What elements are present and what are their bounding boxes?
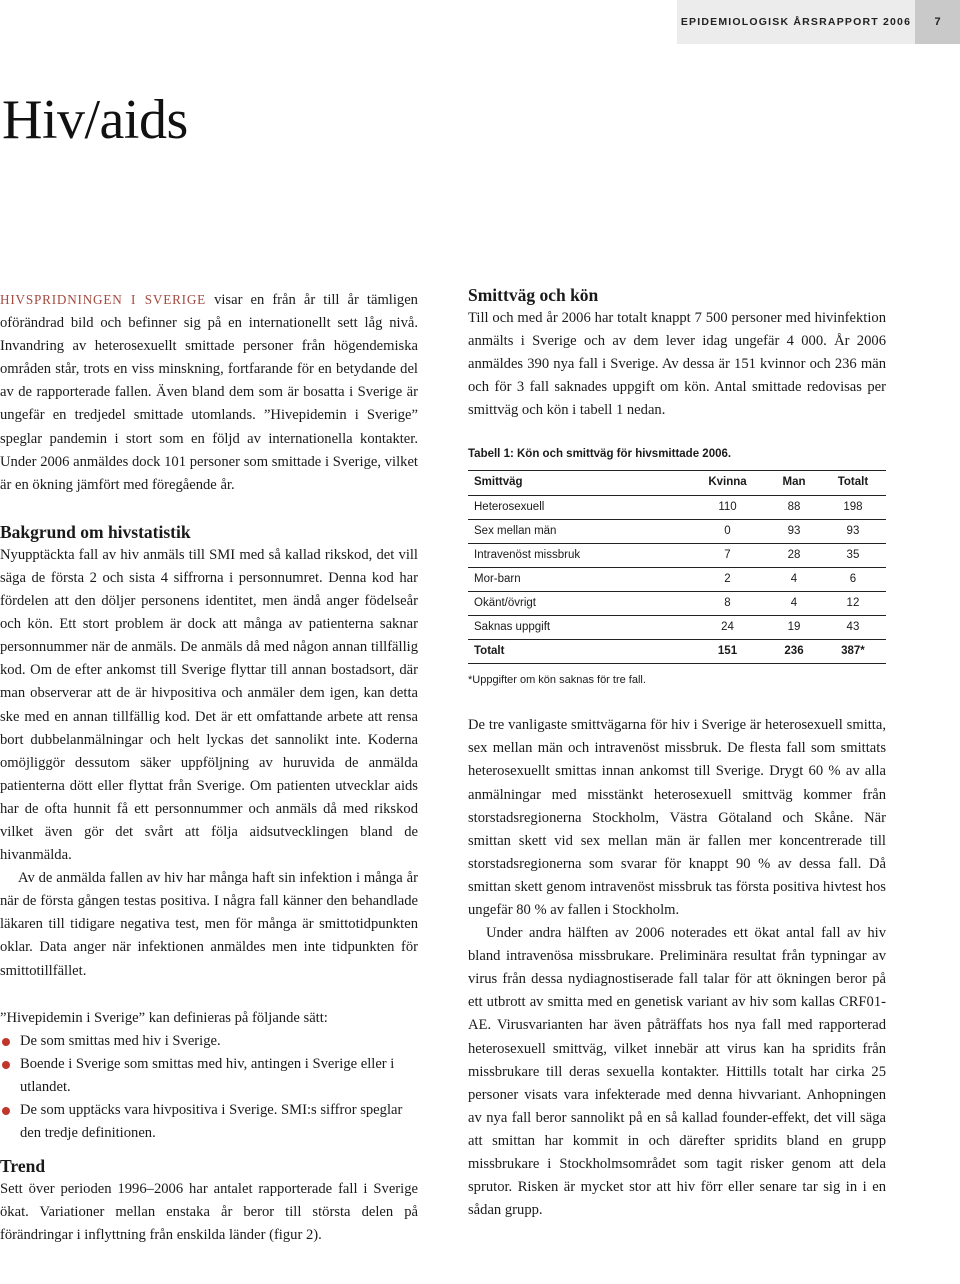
table-cell: 93	[820, 519, 886, 543]
left-column	[0, 288, 418, 1247]
intro-paragraph	[0, 288, 418, 497]
list-item: De som smittas med hiv i Sverige.	[0, 1030, 418, 1053]
table-cell: 88	[768, 495, 820, 519]
definition-list	[0, 1030, 418, 1145]
table-row	[468, 616, 886, 640]
column-header: Man	[768, 471, 820, 495]
table-cell: 198	[820, 495, 886, 519]
page-title: Hiv/aids	[2, 89, 188, 151]
table-cell: 12	[820, 591, 886, 615]
table-row	[468, 591, 886, 615]
bakgrund-paragraph-2: Av de anmälda fallen av hiv har många haft sin infektion i många år när de första gången testas positiva. I några fall känner den behandlade läkaren till tidigare negativa test, men för många är smittotidpunkten oklar. Data anger när infektionen anmäldes men inte tidpunkten för smittotillfället.	[0, 870, 418, 979]
crf01-paragraph: Under andra hälften av 2006 noterades ett ökat antal fall av hiv bland intravenösa missbrukare. Preliminära resultat från typningar av virus från dessa nydiagnostiserade fall talar för att ökningen beror på ett utbrott av smitta med en genetisk variant av hiv som kallas CRF01-AE. Virusvarianten har även påträffats hos nya fall med rapporterad heterosexuell smittväg, vilket innebär att virus kan ha spridits från missbrukare till deras sexuella kontakter. Hittills totalt har cirka 25 personer visats vara infekterade med denna hivvariant. Anhopningen av nya fall beror sannolikt på en så kallad founder-effekt, det vill säga att smittan har kommit in och därefter spridits bland en grupp missbrukare i Stockholmsområdet som tagit risker genom att dela sprutor. Risken är mycket stor att hiv förr eller senare tar sig in i en sådan grupp.	[468, 925, 886, 1219]
table-cell: Sex mellan män	[468, 519, 687, 543]
running-header	[677, 0, 960, 44]
table-cell: 110	[687, 495, 768, 519]
bullet-dot-icon	[2, 1038, 10, 1046]
table-row	[468, 519, 886, 543]
table-total-row	[468, 640, 886, 664]
table-cell: Totalt	[468, 640, 687, 664]
bullet-dot-icon	[2, 1061, 10, 1069]
table-header-row	[468, 471, 886, 495]
smittvagar-paragraph: De tre vanligaste smittvägarna för hiv i Sverige är heterosexuell smitta, sex mellan män och intravenöst missbruk. De flesta fall som smittats heterosexuellt smittas innan ankomst till Sverige. Drygt 60 % av alla anmälningar med misstänkt heterosexuell smittväg kommer från storstadsregionerna Stockholm, Västra Götaland och Skåne. När smittan skett vid sex mellan män är fallen mer koncentrerade till storstadsregionerna som svarar för knappt 90 % av dessa fall. Då smittan skett genom intravenöst missbruk tas första positiva hivtest hos ungefär 80 % av fallen i Stockholm.	[468, 717, 886, 918]
intro-lead: HIVSPRIDNINGEN I SVERIGE	[0, 292, 207, 307]
table-cell: 93	[768, 519, 820, 543]
page-number: 7	[915, 0, 960, 44]
table-cell: Okänt/övrigt	[468, 591, 687, 615]
trend-heading: Trend	[0, 1156, 46, 1177]
table-cell: 35	[820, 543, 886, 567]
smittvag-paragraph: Till och med år 2006 har totalt knappt 7 500 personer med hivinfektion anmälts i Sverige och av dem lever idag ungefär 4 000. År 2006 anmäldes 390 nya fall i Sverige. Av dessa är 151 kvinnor och 236 män och för 3 fall saknades uppgift om kön. Antal smittade redovisas per smittväg och kön i tabell 1 nedan.	[468, 310, 886, 419]
table-cell: 236	[768, 640, 820, 664]
smittvag-table	[468, 470, 886, 664]
table-row	[468, 543, 886, 567]
right-column	[468, 284, 886, 1222]
list-item: De som upptäcks vara hivpositiva i Sverige. SMI:s siffror speglar den tredje definitionen.	[0, 1099, 418, 1145]
list-item: Boende i Sverige som smittas med hiv, antingen i Sverige eller i utlandet.	[0, 1053, 418, 1099]
table-cell: Mor-barn	[468, 567, 687, 591]
intro-text: visar en från år till år tämligen oförändrad bild och befinner sig på en internationellt sett låg nivå. Invandring av heterosexuellt smittade personer från högendemiska områden står, trots en viss minskning, fortfarande för en betydande del av de rapporterade fallen. Även bland dem som är bosatta i Sverige är ungefär en tredjedel smittade utomlands. ”Hivepidemin i Sverige” speglar pandemin i stort som en följd av internationella kontakter. Under 2006 anmäldes dock 101 personer som smittade i Sverige, vilket är en ökning jämfört med föregående år.	[0, 292, 418, 493]
trend-paragraph: Sett över perioden 1996–2006 har antalet rapporterade fall i Sverige ökat. Variationer mellan enstaka år beror till största delen på förändringar i inflyttning från enskilda länder (figur 2).	[0, 1181, 418, 1244]
table-row	[468, 495, 886, 519]
table-cell: Saknas uppgift	[468, 616, 687, 640]
definition-intro: ”Hivepidemin i Sverige” kan definieras på följande sätt:	[0, 1009, 328, 1026]
report-title: EPIDEMIOLOGISK ÅRSRAPPORT 2006	[677, 0, 915, 44]
table-row	[468, 567, 886, 591]
table-cell: 0	[687, 519, 768, 543]
table-cell: 7	[687, 543, 768, 567]
table-cell: 28	[768, 543, 820, 567]
column-header: Smittväg	[468, 471, 687, 495]
smittvag-heading: Smittväg och kön	[468, 285, 599, 305]
table-cell: 387*	[820, 640, 886, 664]
table-cell: 2	[687, 567, 768, 591]
bakgrund-paragraph-1: Nyupptäckta fall av hiv anmäls till SMI med så kallad rikskod, det vill säga de första 2 och sista 4 siffrorna i personnumret. Denna kod har fördelen att den döljer personens identitet, men ändå anger födelseår och kön. Ett stort problem är dock att många av patienterna saknar personnummer när de anmäls. De anmäls då med någon annan tillfällig kod. Om de efter ankomst till Sverige flyttar till annan bostadsort, där man observerar att de är hivpositiva och anmäler dem igen, kan detta ske med en annan tillfällig kod. Det är ett omfattande arbete att rensa bort dubbelanmälningar och helt lyckas det sannolikt inte. Koderna omöjliggör dessutom säker uppföljning av huruvida de anmälda patienterna dött eller flyttat från Sverige. Om patienten utvecklar aids har de ofta hunnit få ett personnummer och anmäls då med rikskod vilket även gör det svårt att följa aidsutvecklingen bland de hivanmälda.	[0, 546, 418, 864]
column-header: Totalt	[820, 471, 886, 495]
table-cell: 19	[768, 616, 820, 640]
table-cell: 8	[687, 591, 768, 615]
bullet-dot-icon	[2, 1107, 10, 1115]
table-cell: 24	[687, 616, 768, 640]
table-cell: Heterosexuell	[468, 495, 687, 519]
table-cell: 43	[820, 616, 886, 640]
column-header: Kvinna	[687, 471, 768, 495]
table-cell: Intravenöst missbruk	[468, 543, 687, 567]
table-footnote: *Uppgifter om kön saknas för tre fall.	[468, 674, 646, 687]
table-cell: 4	[768, 567, 820, 591]
table-cell: 6	[820, 567, 886, 591]
table-cell: 151	[687, 640, 768, 664]
table-caption: Tabell 1: Kön och smittväg för hivsmittade 2006.	[468, 448, 732, 461]
bakgrund-heading: Bakgrund om hivstatistik	[0, 521, 191, 542]
table-cell: 4	[768, 591, 820, 615]
